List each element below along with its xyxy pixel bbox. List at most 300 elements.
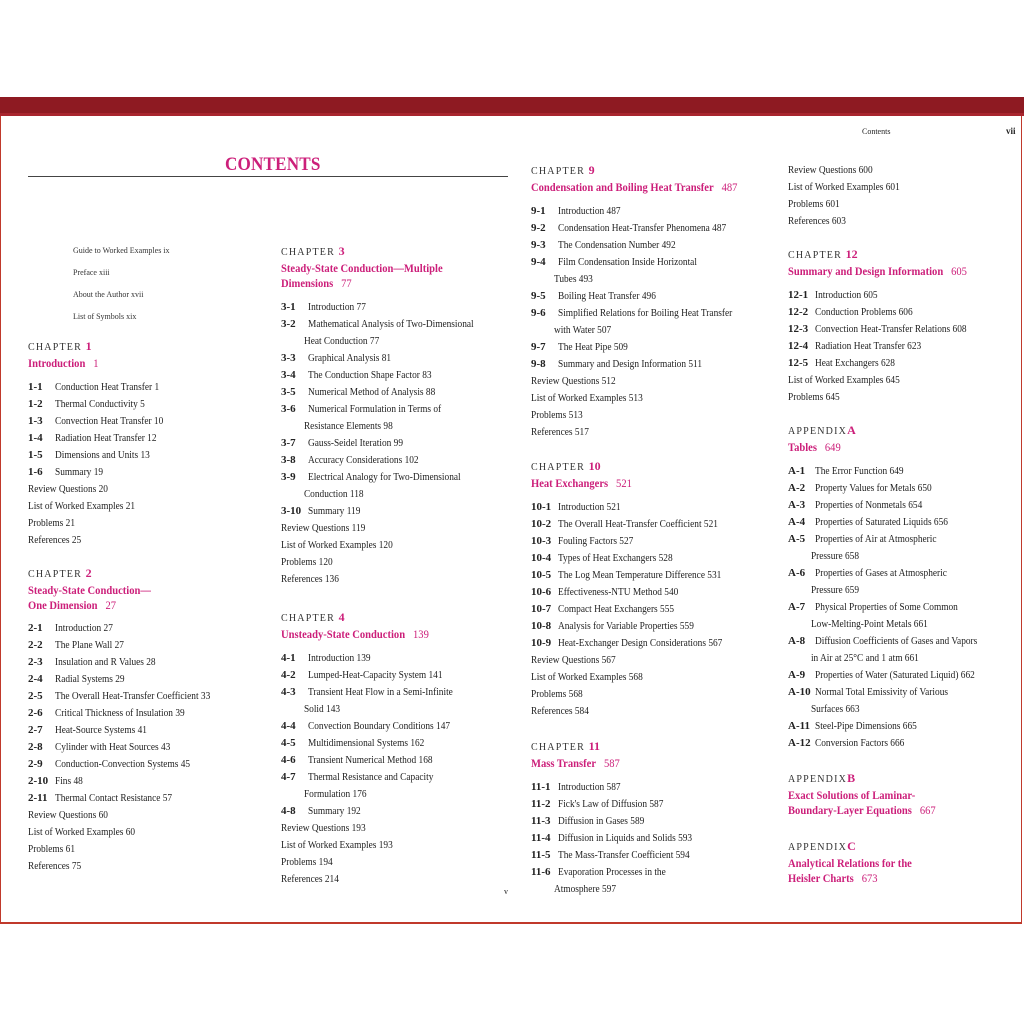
section-title: Properties of Air at Atmospheric bbox=[815, 533, 937, 545]
back-matter-entry bbox=[788, 196, 1020, 213]
back-matter-title: Problems 568 bbox=[531, 688, 583, 700]
section-title: Introduction 605 bbox=[815, 289, 878, 301]
back-matter-title: List of Worked Examples 645 bbox=[788, 374, 900, 386]
toc-entry bbox=[281, 667, 511, 684]
section-title: Thermal Contact Resistance 57 bbox=[55, 792, 173, 804]
section-title: Analysis for Variable Properties 559 bbox=[558, 620, 694, 632]
section-number: 1-4 bbox=[28, 432, 43, 444]
section-number: A-11 bbox=[788, 720, 810, 732]
section-number: 10-2 bbox=[531, 518, 552, 530]
toc-entry bbox=[531, 305, 771, 339]
toc-entry bbox=[281, 735, 511, 752]
back-matter-title: List of Worked Examples 21 bbox=[28, 500, 136, 512]
toc-entry bbox=[28, 739, 258, 756]
chapter-label: CHAPTER 11 bbox=[531, 739, 601, 753]
toc-entry bbox=[788, 633, 1020, 667]
section-title: The Overall Heat-Transfer Coefficient 521 bbox=[558, 518, 718, 530]
toc-entry bbox=[788, 480, 1020, 497]
appendix-label: APPENDIXC bbox=[788, 839, 856, 853]
section-number: 2-7 bbox=[28, 724, 43, 736]
toc-entry bbox=[281, 803, 511, 820]
toc-entry bbox=[531, 339, 771, 356]
section-number: 11-5 bbox=[531, 849, 551, 861]
chapter-title: Summary and Design Information 605 bbox=[788, 264, 967, 278]
back-matter-title: References 25 bbox=[28, 534, 82, 546]
section-title: Thermal Conductivity 5 bbox=[55, 398, 145, 410]
section-title: Properties of Saturated Liquids 656 bbox=[815, 516, 948, 528]
toc-entry bbox=[531, 499, 771, 516]
back-matter-title: Review Questions 119 bbox=[281, 522, 366, 534]
back-matter-title: List of Worked Examples 60 bbox=[28, 826, 136, 838]
section-number: 10-8 bbox=[531, 620, 552, 632]
back-matter-entry bbox=[281, 571, 511, 588]
section-number: 4-8 bbox=[281, 805, 296, 817]
section-title: Introduction 77 bbox=[308, 301, 366, 313]
chapter-label: CHAPTER 1 bbox=[28, 339, 92, 353]
toc-entry bbox=[28, 396, 258, 413]
toc-entry bbox=[788, 287, 1020, 304]
section-number: A-1 bbox=[788, 465, 806, 477]
section-number: 3-5 bbox=[281, 386, 296, 398]
back-matter-title: Review Questions 20 bbox=[28, 483, 108, 495]
toc-entry bbox=[531, 618, 771, 635]
toc-entry bbox=[788, 321, 1020, 338]
front-item: About the Author xvii bbox=[73, 290, 144, 299]
chapter-title: Steady-State Conduction— One Dimension 27 bbox=[28, 583, 151, 612]
toc-entry bbox=[281, 384, 511, 401]
section-number: 2-10 bbox=[28, 775, 49, 787]
section-number: 10-1 bbox=[531, 501, 552, 513]
running-head: Contents bbox=[862, 127, 891, 136]
back-matter-title: Problems 645 bbox=[788, 391, 840, 403]
section-number: 9-7 bbox=[531, 341, 546, 353]
section-title: The Condensation Number 492 bbox=[558, 239, 676, 251]
section-title: Simplified Relations for Boiling Heat Transfer bbox=[558, 307, 733, 319]
section-number: 4-7 bbox=[281, 771, 296, 783]
section-number: A-6 bbox=[788, 567, 806, 579]
section-number: 2-3 bbox=[28, 656, 43, 668]
section-title: Heat-Exchanger Design Considerations 567 bbox=[558, 637, 723, 649]
section-title: Types of Heat Exchangers 528 bbox=[558, 552, 673, 564]
section-number: 9-3 bbox=[531, 239, 546, 251]
section-title: Introduction 587 bbox=[558, 781, 621, 793]
section-number: 12-1 bbox=[788, 289, 809, 301]
toc-entry bbox=[28, 637, 258, 654]
toc-entry bbox=[788, 463, 1020, 480]
appendix-title: Exact Solutions of Laminar- Boundary-Layer Equations 667 bbox=[788, 788, 936, 817]
back-matter-title: References 603 bbox=[788, 215, 846, 227]
section-title: Boiling Heat Transfer 496 bbox=[558, 290, 656, 302]
toc-entry bbox=[28, 654, 258, 671]
toc-entry bbox=[28, 671, 258, 688]
section-number: 12-4 bbox=[788, 340, 809, 352]
section-title: The Conduction Shape Factor 83 bbox=[308, 369, 432, 381]
page-title: CONTENTS bbox=[225, 154, 321, 175]
section-title: Physical Properties of Some Common bbox=[815, 601, 958, 613]
front-item: Preface xiii bbox=[73, 268, 110, 277]
back-matter-entry bbox=[28, 498, 258, 515]
toc-entry bbox=[28, 705, 258, 722]
toc-entry bbox=[531, 356, 771, 373]
toc-entry bbox=[531, 533, 771, 550]
toc-entry bbox=[281, 718, 511, 735]
front-item: List of Symbols xix bbox=[73, 312, 137, 321]
toc-entry bbox=[531, 584, 771, 601]
section-title-continued: Atmosphere 597 bbox=[553, 883, 617, 895]
chapter-label: CHAPTER 9 bbox=[531, 163, 595, 177]
back-matter-title: Problems 601 bbox=[788, 198, 840, 210]
back-matter-entry bbox=[788, 389, 1020, 406]
section-number: A-4 bbox=[788, 516, 806, 528]
toc-entry bbox=[28, 447, 258, 464]
toc-entry bbox=[788, 667, 1020, 684]
section-title: Heat-Source Systems 41 bbox=[55, 724, 147, 736]
section-title: Diffusion in Gases 589 bbox=[558, 815, 645, 827]
back-matter-title: Review Questions 600 bbox=[788, 164, 873, 176]
section-title: Convection Heat Transfer 10 bbox=[55, 415, 164, 427]
section-title: Diffusion in Liquids and Solids 593 bbox=[558, 832, 693, 844]
section-title: Fouling Factors 527 bbox=[558, 535, 634, 547]
toc-entry bbox=[788, 497, 1020, 514]
toc-entry bbox=[281, 367, 511, 384]
back-matter-entry bbox=[28, 481, 258, 498]
section-number: 9-2 bbox=[531, 222, 546, 234]
section-title-continued: Pressure 659 bbox=[810, 584, 860, 596]
section-title: Summary and Design Information 511 bbox=[558, 358, 703, 370]
section-number: 11-6 bbox=[531, 866, 551, 878]
toc-entry bbox=[531, 220, 771, 237]
appendix-title: Tables 649 bbox=[788, 440, 841, 454]
section-number: 4-3 bbox=[281, 686, 296, 698]
section-number: 1-1 bbox=[28, 381, 43, 393]
section-title: Electrical Analogy for Two-Dimensional bbox=[308, 471, 461, 483]
title-rule bbox=[28, 176, 508, 177]
toc-entry bbox=[531, 830, 771, 847]
toc-entry bbox=[531, 567, 771, 584]
section-title: Properties of Water (Saturated Liquid) 662 bbox=[815, 669, 975, 681]
toc-entry bbox=[28, 722, 258, 739]
chapter-title: Introduction 1 bbox=[28, 356, 99, 370]
section-number: 3-4 bbox=[281, 369, 296, 381]
section-title: Convection Heat-Transfer Relations 608 bbox=[815, 323, 967, 335]
section-title: Film Condensation Inside Horizontal bbox=[558, 256, 697, 268]
section-number: 10-5 bbox=[531, 569, 552, 581]
toc-entry bbox=[531, 779, 771, 796]
section-title: Effectiveness-NTU Method 540 bbox=[558, 586, 679, 598]
back-matter-entry bbox=[531, 373, 771, 390]
back-matter-entry bbox=[281, 854, 511, 871]
section-number: 10-6 bbox=[531, 586, 552, 598]
section-list bbox=[281, 650, 511, 820]
section-title: Compact Heat Exchangers 555 bbox=[558, 603, 675, 615]
section-title: Dimensions and Units 13 bbox=[55, 449, 150, 461]
toc-entry bbox=[28, 790, 258, 807]
back-matter-entry bbox=[281, 871, 511, 888]
section-title-continued: Heat Conduction 77 bbox=[303, 335, 380, 347]
section-number: 2-1 bbox=[28, 622, 43, 634]
section-number: 12-2 bbox=[788, 306, 809, 318]
section-title: Introduction 487 bbox=[558, 205, 621, 217]
back-matter-list bbox=[531, 373, 771, 441]
back-matter-entry bbox=[281, 837, 511, 854]
back-matter-entry bbox=[788, 213, 1020, 230]
toc-column-1 bbox=[28, 240, 258, 875]
back-matter-title: Review Questions 60 bbox=[28, 809, 108, 821]
section-list bbox=[281, 299, 511, 520]
section-title: Accuracy Considerations 102 bbox=[308, 454, 419, 466]
back-matter-title: References 75 bbox=[28, 860, 82, 872]
section-number: 3-3 bbox=[281, 352, 296, 364]
section-number: 1-6 bbox=[28, 466, 43, 478]
back-matter-entry bbox=[788, 179, 1020, 196]
section-number: A-5 bbox=[788, 533, 806, 545]
section-number: 12-3 bbox=[788, 323, 809, 335]
toc-entry bbox=[28, 464, 258, 481]
section-title: Lumped-Heat-Capacity System 141 bbox=[308, 669, 443, 681]
appendix-title: Analytical Relations for the Heisler Charts 673 bbox=[788, 856, 912, 885]
back-matter-title: References 214 bbox=[281, 873, 339, 885]
section-title: The Heat Pipe 509 bbox=[558, 341, 628, 353]
toc-entry bbox=[788, 718, 1020, 735]
toc-entry bbox=[28, 620, 258, 637]
section-list bbox=[788, 463, 1020, 752]
section-title-continued: Conduction 118 bbox=[303, 488, 364, 500]
toc-entry bbox=[531, 796, 771, 813]
back-matter-title: Review Questions 193 bbox=[281, 822, 366, 834]
back-matter-entry bbox=[281, 537, 511, 554]
back-matter-entry bbox=[28, 824, 258, 841]
section-title: Fins 48 bbox=[55, 775, 83, 787]
section-number: A-10 bbox=[788, 686, 811, 698]
section-number: 10-7 bbox=[531, 603, 552, 615]
toc-entry bbox=[28, 430, 258, 447]
section-title: Numerical Formulation in Terms of bbox=[308, 403, 442, 415]
toc-entry bbox=[28, 379, 258, 396]
section-number: 3-10 bbox=[281, 505, 302, 517]
section-number: 9-4 bbox=[531, 256, 546, 268]
section-number: 3-6 bbox=[281, 403, 296, 415]
back-matter-entry bbox=[281, 554, 511, 571]
section-number: 10-9 bbox=[531, 637, 552, 649]
front-item: Guide to Worked Examples ix bbox=[73, 246, 170, 255]
section-number: 2-11 bbox=[28, 792, 48, 804]
back-matter-entry bbox=[281, 520, 511, 537]
section-number: 2-5 bbox=[28, 690, 43, 702]
section-title: Radial Systems 29 bbox=[55, 673, 125, 685]
section-title: Heat Exchangers 628 bbox=[815, 357, 895, 369]
toc-entry bbox=[788, 531, 1020, 565]
section-title: The Log Mean Temperature Difference 531 bbox=[558, 569, 722, 581]
section-title: The Overall Heat-Transfer Coefficient 33 bbox=[55, 690, 211, 702]
section-title: Summary 19 bbox=[55, 466, 104, 478]
chapter-label: CHAPTER 12 bbox=[788, 247, 858, 261]
toc-entry bbox=[281, 435, 511, 452]
chapter-title: Condensation and Boiling Heat Transfer 487 bbox=[531, 180, 738, 194]
section-list bbox=[531, 779, 771, 898]
back-matter-title: References 584 bbox=[531, 705, 589, 717]
toc-entry bbox=[281, 316, 511, 350]
chapter-title: Unsteady-State Conduction 139 bbox=[281, 627, 429, 641]
back-matter-entry bbox=[531, 407, 771, 424]
back-matter-title: Review Questions 512 bbox=[531, 375, 616, 387]
section-title: Normal Total Emissivity of Various bbox=[815, 686, 949, 698]
section-number: 11-2 bbox=[531, 798, 551, 810]
section-number: 10-3 bbox=[531, 535, 552, 547]
toc-entry bbox=[531, 635, 771, 652]
section-number: A-12 bbox=[788, 737, 811, 749]
section-title: Mathematical Analysis of Two-Dimensional bbox=[308, 318, 474, 330]
section-title: Critical Thickness of Insulation 39 bbox=[55, 707, 185, 719]
section-number: 4-2 bbox=[281, 669, 296, 681]
section-title-continued: Pressure 658 bbox=[810, 550, 860, 562]
back-matter-title: Problems 21 bbox=[28, 517, 76, 529]
section-number: 4-4 bbox=[281, 720, 296, 732]
toc-entry bbox=[281, 350, 511, 367]
section-title: Thermal Resistance and Capacity bbox=[308, 771, 434, 783]
section-number: 4-6 bbox=[281, 754, 296, 766]
back-matter-title: Problems 61 bbox=[28, 843, 76, 855]
section-title: Conduction Heat Transfer 1 bbox=[55, 381, 160, 393]
section-number: 3-2 bbox=[281, 318, 296, 330]
toc-entry bbox=[531, 601, 771, 618]
back-matter-title: List of Worked Examples 568 bbox=[531, 671, 643, 683]
back-matter-title: Problems 194 bbox=[281, 856, 333, 868]
section-title-continued: Resistance Elements 98 bbox=[303, 420, 393, 432]
section-title: Cylinder with Heat Sources 43 bbox=[55, 741, 171, 753]
back-matter-entry bbox=[28, 807, 258, 824]
back-matter-title: List of Worked Examples 601 bbox=[788, 181, 900, 193]
section-list bbox=[28, 379, 258, 481]
back-matter-entry bbox=[531, 652, 771, 669]
chapter-label: CHAPTER 2 bbox=[28, 566, 92, 580]
back-matter-entry bbox=[531, 669, 771, 686]
section-number: A-9 bbox=[788, 669, 806, 681]
section-number: 2-8 bbox=[28, 741, 43, 753]
toc-entry bbox=[531, 813, 771, 830]
toc-entry bbox=[28, 756, 258, 773]
section-title: Transient Heat Flow in a Semi-Infinite bbox=[308, 686, 453, 698]
back-matter-list bbox=[788, 372, 1020, 406]
section-title: Conversion Factors 666 bbox=[815, 737, 905, 749]
section-number: 12-5 bbox=[788, 357, 809, 369]
toc-entry bbox=[281, 299, 511, 316]
toc-entry bbox=[531, 254, 771, 288]
section-number: 3-7 bbox=[281, 437, 296, 449]
section-title: Convection Boundary Conditions 147 bbox=[308, 720, 451, 732]
back-matter-entry bbox=[531, 390, 771, 407]
section-number: 9-5 bbox=[531, 290, 546, 302]
section-title: Properties of Nonmetals 654 bbox=[815, 499, 923, 511]
chapter-title: Steady-State Conduction—Multiple Dimensions 77 bbox=[281, 261, 443, 290]
section-title: Introduction 521 bbox=[558, 501, 621, 513]
back-matter-entry bbox=[531, 703, 771, 720]
back-matter-entry bbox=[28, 515, 258, 532]
chapter-label: CHAPTER 10 bbox=[531, 459, 601, 473]
back-matter-title: Problems 120 bbox=[281, 556, 333, 568]
toc-entry bbox=[788, 735, 1020, 752]
back-matter-title: List of Worked Examples 120 bbox=[281, 539, 393, 551]
section-title: The Error Function 649 bbox=[815, 465, 904, 477]
back-matter-entry bbox=[531, 686, 771, 703]
section-number: 1-5 bbox=[28, 449, 43, 461]
section-number: 10-4 bbox=[531, 552, 552, 564]
section-number: A-7 bbox=[788, 601, 806, 613]
back-matter-entry bbox=[28, 532, 258, 549]
toc-entry bbox=[28, 688, 258, 705]
back-matter-list bbox=[281, 520, 511, 588]
section-title: Diffusion Coefficients of Gases and Vapors bbox=[815, 635, 978, 647]
section-title: Gauss-Seidel Iteration 99 bbox=[308, 437, 404, 449]
chapter-title: Mass Transfer 587 bbox=[531, 756, 620, 770]
toc-entry bbox=[788, 514, 1020, 531]
toc-column-2 bbox=[281, 243, 511, 888]
section-number: 9-1 bbox=[531, 205, 546, 217]
section-title-continued: in Air at 25°C and 1 atm 661 bbox=[810, 652, 919, 664]
toc-column-3 bbox=[531, 162, 771, 898]
section-title: Conduction-Convection Systems 45 bbox=[55, 758, 191, 770]
toc-entry bbox=[788, 684, 1020, 718]
chapter-label: CHAPTER 4 bbox=[281, 610, 345, 624]
section-title: Insulation and R Values 28 bbox=[55, 656, 156, 668]
section-title: Conduction Problems 606 bbox=[815, 306, 913, 318]
section-number: 2-9 bbox=[28, 758, 43, 770]
toc-entry bbox=[531, 288, 771, 305]
section-title: Introduction 27 bbox=[55, 622, 113, 634]
section-number: 9-8 bbox=[531, 358, 546, 370]
section-title: Properties of Gases at Atmospheric bbox=[815, 567, 947, 579]
section-title: Radiation Heat Transfer 12 bbox=[55, 432, 157, 444]
section-number: 11-4 bbox=[531, 832, 551, 844]
section-number: 4-1 bbox=[281, 652, 296, 664]
section-title-continued: Solid 143 bbox=[303, 703, 341, 715]
section-number: 2-2 bbox=[28, 639, 43, 651]
section-title-continued: with Water 507 bbox=[553, 324, 612, 336]
chapter-label: CHAPTER 3 bbox=[281, 244, 345, 258]
section-title-continued: Low-Melting-Point Metals 661 bbox=[810, 618, 928, 630]
appendix-label: APPENDIXB bbox=[788, 771, 856, 785]
back-matter-entry bbox=[531, 424, 771, 441]
toc-entry bbox=[28, 773, 258, 790]
section-number: 3-1 bbox=[281, 301, 296, 313]
back-matter-entry bbox=[28, 841, 258, 858]
section-title-continued: Tubes 493 bbox=[553, 273, 593, 285]
toc-entry bbox=[281, 503, 511, 520]
section-number: 2-6 bbox=[28, 707, 43, 719]
section-title: Numerical Method of Analysis 88 bbox=[308, 386, 436, 398]
toc-entry bbox=[531, 203, 771, 220]
toc-entry bbox=[281, 469, 511, 503]
back-matter-entry bbox=[788, 162, 1020, 179]
section-number: 3-9 bbox=[281, 471, 296, 483]
front-matter bbox=[28, 240, 258, 328]
section-title: Summary 192 bbox=[308, 805, 361, 817]
toc-entry bbox=[531, 550, 771, 567]
section-number: 9-6 bbox=[531, 307, 546, 319]
toc-entry bbox=[788, 338, 1020, 355]
toc-entry bbox=[281, 452, 511, 469]
section-number: 11-3 bbox=[531, 815, 551, 827]
toc-entry bbox=[281, 650, 511, 667]
section-title: Transient Numerical Method 168 bbox=[308, 754, 433, 766]
toc-entry bbox=[788, 355, 1020, 372]
back-matter-entry bbox=[788, 372, 1020, 389]
back-matter-list bbox=[531, 652, 771, 720]
section-number: 1-2 bbox=[28, 398, 43, 410]
section-title: Condensation Heat-Transfer Phenomena 487 bbox=[558, 222, 727, 234]
back-matter-title: Problems 513 bbox=[531, 409, 583, 421]
toc-entry bbox=[28, 413, 258, 430]
toc-entry bbox=[281, 401, 511, 435]
